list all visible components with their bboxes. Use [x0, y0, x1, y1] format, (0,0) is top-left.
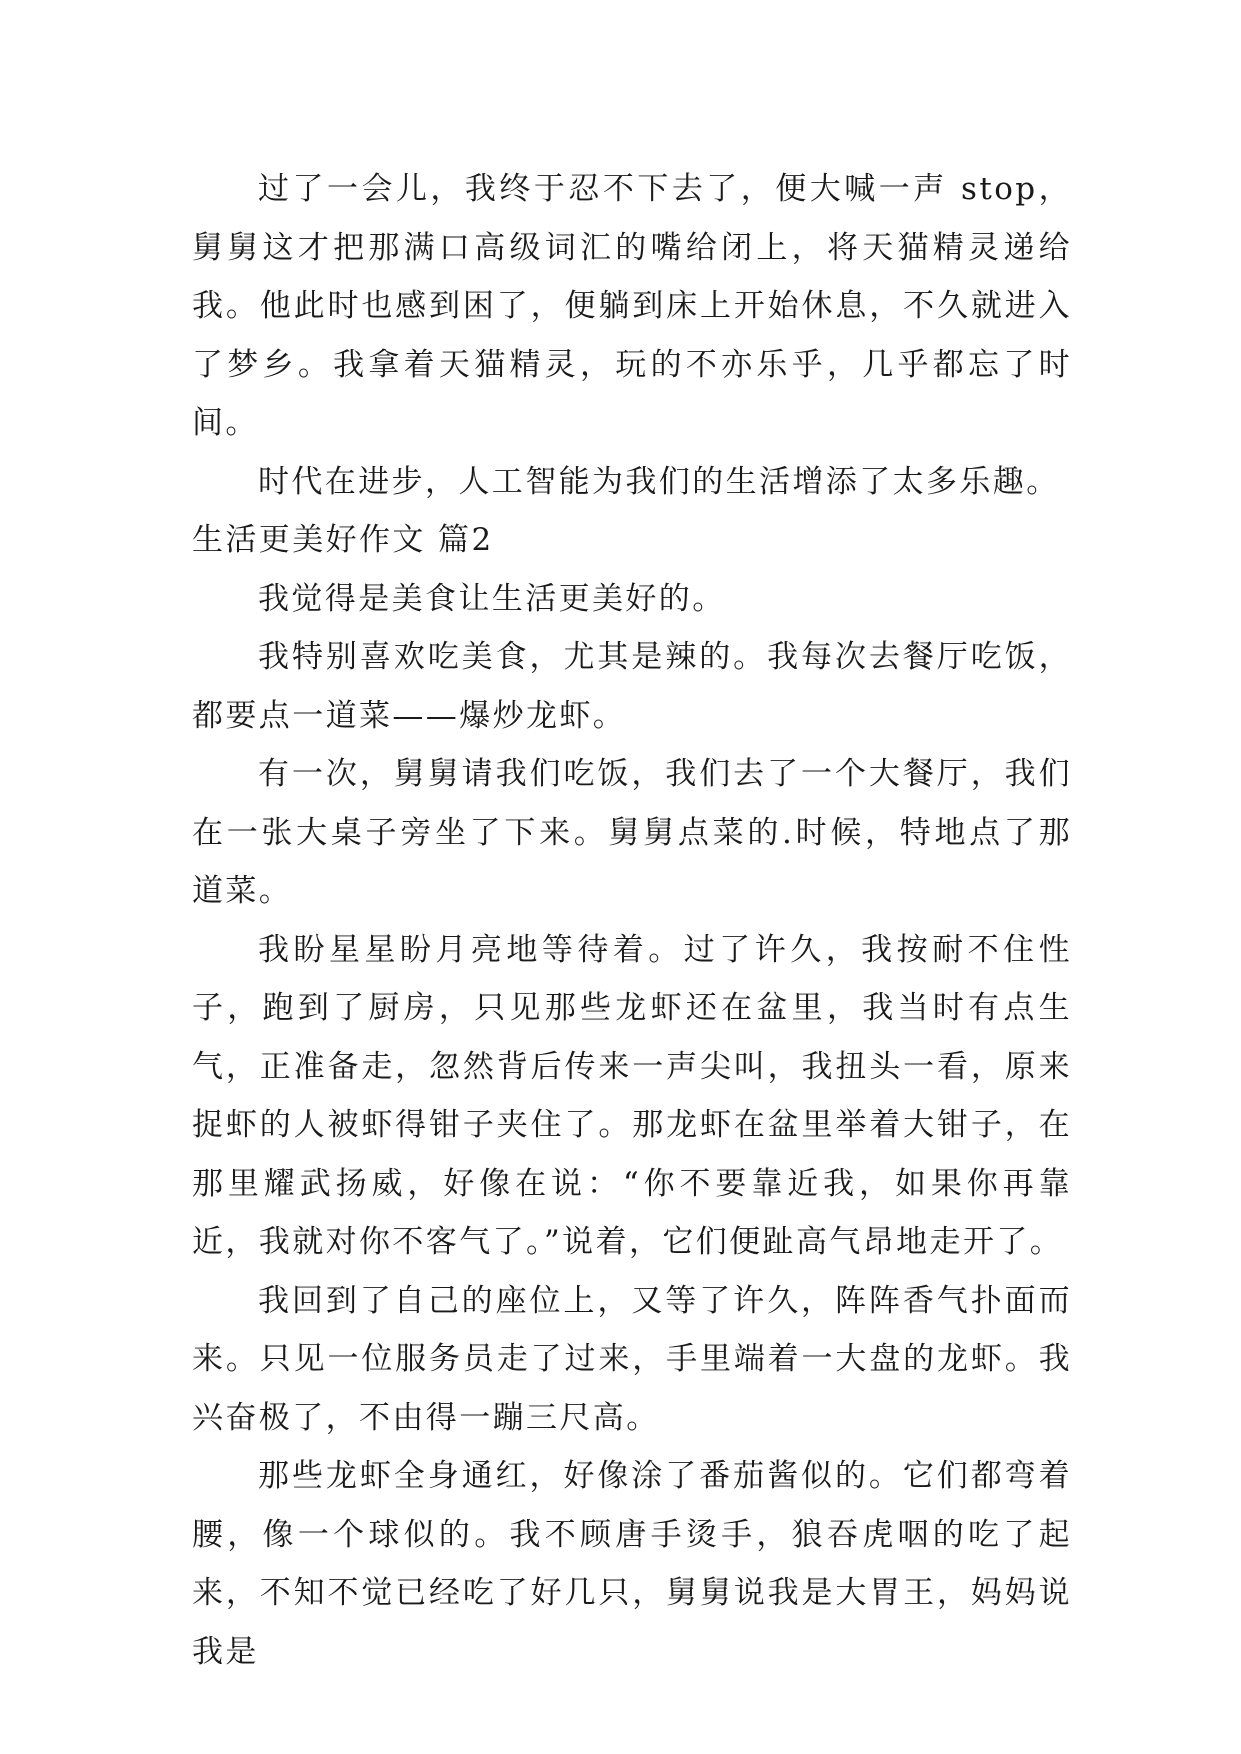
document-page	[192, 160, 1072, 1681]
section-heading: 生活更美好作文 篇2	[192, 522, 494, 558]
paragraph-1: 过了一会儿，我终于忍不下去了，便大喊一声 stop，舅舅这才把那满口高级词汇的嘴给闭上，将天猫精灵递给我。他此时也感到困了，便躺到床上开始休息，不久就进入了梦乡。我拿着天猫精灵，玩的不亦乐乎，几乎都忘了时间。	[192, 171, 1072, 441]
paragraph-8: 那些龙虾全身通红，好像涂了番茄酱似的。它们都弯着腰，像一个球似的。我不顾唐手烫手，狼吞虎咽的吃了起来，不知不觉已经吃了好几只，舅舅说我是大胃王，妈妈说我是	[192, 1458, 1072, 1670]
paragraph-4: 我特别喜欢吃美食，尤其是辣的。我每次去餐厅吃饭，都要点一道菜——爆炒龙虾。	[192, 639, 1072, 734]
paragraph-2: 时代在进步，人工智能为我们的生活增添了太多乐趣。	[258, 463, 1060, 500]
paragraph-5: 有一次，舅舅请我们吃饭，我们去了一个大餐厅，我们在一张大桌子旁坐了下来。舅舅点菜的.时候，特地点了那道菜。	[192, 756, 1072, 909]
paragraph-3: 我觉得是美食让生活更美好的。	[258, 580, 726, 617]
paragraph-6: 我盼星星盼月亮地等待着。过了许久，我按耐不住性子，跑到了厨房，只见那些龙虾还在盆里，我当时有点生气，正准备走，忽然背后传来一声尖叫，我扭头一看，原来捉虾的人被虾得钳子夹住了。那龙虾在盆里举着大钳子，在那里耀武扬威，好像在说：“你不要靠近我，如果你再靠近，我就对你不客气了。”说着，它们便趾高气昂地走开了。	[192, 931, 1072, 1260]
paragraph-7: 我回到了自己的座位上，又等了许久，阵阵香气扑面而来。只见一位服务员走了过来，手里端着一大盘的龙虾。我兴奋极了，不由得一蹦三尺高。	[192, 1282, 1072, 1436]
